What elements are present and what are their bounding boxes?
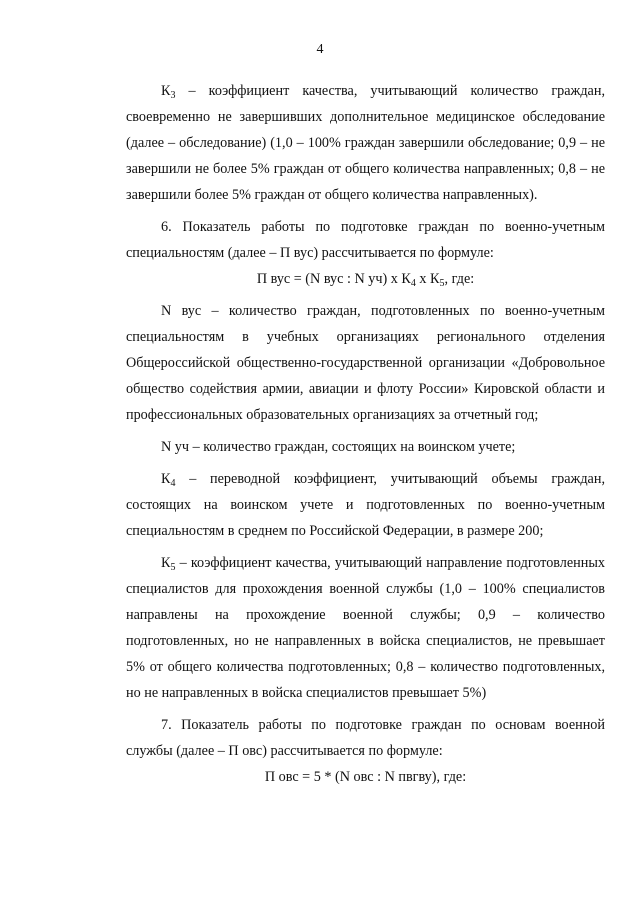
k5-label: К xyxy=(161,555,171,571)
formula-p-ovs: П овс = 5 * (N овс : N пвгву), где: xyxy=(264,769,467,785)
k4-subscript: 4 xyxy=(170,478,176,489)
k4-label: К xyxy=(161,471,171,487)
k5-definition xyxy=(126,550,605,706)
k3-label: К xyxy=(161,83,171,99)
k4-text: – переводной коэффициент, учитывающий объемы граждан, состоящих на воинском учете и подготовленных по военно-учетным специальностям в среднем по Российской Федерации, в размере 200; xyxy=(126,471,605,539)
k4-definition xyxy=(126,466,605,544)
formula6-sub-1: 4 xyxy=(410,278,416,289)
n-uch-definition: N уч – количество граждан, состоящих на воинском учете; xyxy=(161,439,516,455)
n-vus-definition: N вус – количество граждан, подготовленных по военно-учетным специальностям в учебных организациях регионального отделения Общероссийской общественно-государственной организации «Добровольное общество содействия армии, авиации и флоту России» Кировской области и профессиональных образовательных организациях за отчетный год; xyxy=(126,303,605,423)
item-6-heading: 6. Показатель работы по подготовке граждан по военно-учетным специальностям (далее – П вус) рассчитывается по формуле: xyxy=(126,219,605,261)
formula6-part-a: П вус = (N вус : N уч) х К xyxy=(256,271,411,287)
k3-definition xyxy=(126,78,605,208)
formula6-sub-2: 5 xyxy=(439,278,445,289)
k5-subscript: 5 xyxy=(170,562,176,573)
k3-text: – коэффициент качества, учитывающий количество граждан, своевременно не завершивших дополнительное медицинское обследование (далее – обследование) (1,0 – 100% граждан завершили обследование; 0,9 – не завершили не более 5% граждан от общего количества направленных; 0,8 – не завершили более 5% граждан от общего количества направленных). xyxy=(126,83,605,203)
formula6-part-b: х К xyxy=(415,271,440,287)
page-number: 4 xyxy=(316,42,324,57)
k3-subscript: 3 xyxy=(170,90,176,101)
item-7-heading: 7. Показатель работы по подготовке граждан по основам военной службы (далее – П овс) рассчитывается по формуле: xyxy=(126,717,605,759)
document-body xyxy=(126,78,605,790)
k5-text: – коэффициент качества, учитывающий направление подготовленных специалистов для прохождения военной службы (1,0 – 100% специалистов направлены на прохождение военной службы; 0,9 – количество подготовленных, но не направленных в войска специалистов, не превышает 5% от общего количества подготовленных; 0,8 – количество подготовленных, но не направленных в войска специалистов превышает 5%) xyxy=(126,555,605,701)
formula-p-vus xyxy=(126,266,605,292)
formula6-part-c: , где: xyxy=(444,271,475,287)
